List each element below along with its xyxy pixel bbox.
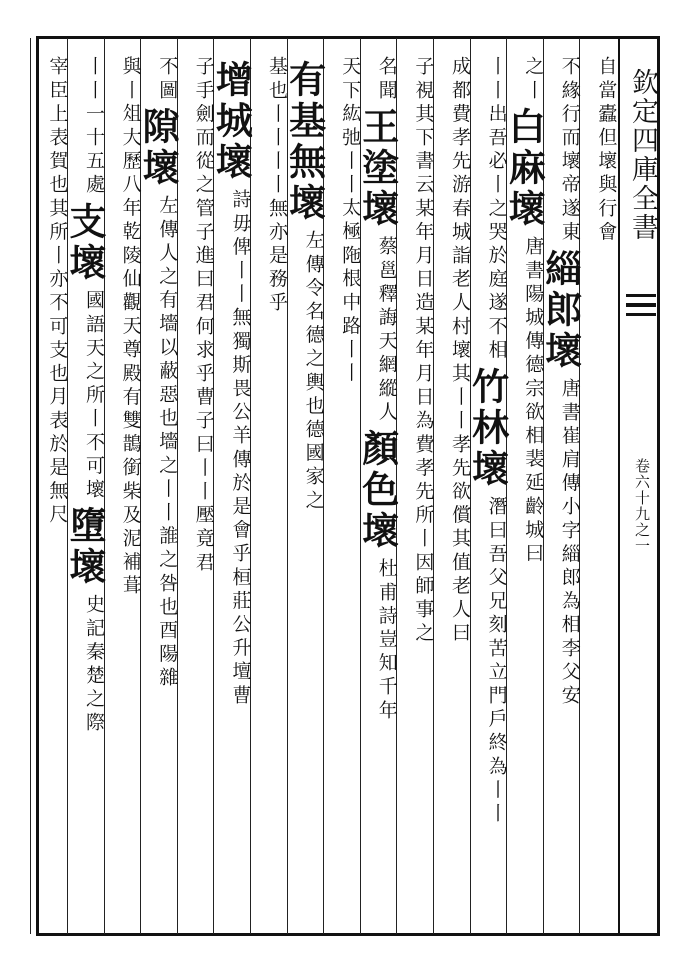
text-run: 也其所丨亦不可支也 [46, 174, 69, 387]
entry-heading: 王塗壞 [355, 107, 400, 231]
entry-heading: 顏色壞 [355, 429, 400, 553]
text-run: 紘弛丨丨太極陁 [339, 103, 362, 269]
entry-heading: 隙壞 [136, 107, 181, 190]
text-run: 史記秦楚之際 [83, 594, 105, 736]
entry-heading: 竹林壞 [465, 366, 510, 490]
text-run: 成都費孝先游春城詣老人村壞其丨丨孝先欲償其值老人曰 [449, 56, 471, 646]
text-run: 左傳令名德之輿也德國家之 [302, 230, 325, 514]
text-run: 蔡邕釋誨天網縱人 [375, 236, 398, 426]
text-run: 唐書崔肩傳小字緇郎為相李父安 [558, 377, 581, 709]
text-run: 之丨 [522, 56, 545, 104]
text-run: 子視其下書云某年月日造某年月日為費孝先所丨因師事之 [412, 56, 435, 646]
text-run: 月表於是無尺 [46, 386, 69, 529]
book-title: 欽定四庫全書 [627, 68, 658, 242]
entry-heading: 緇郎壞 [538, 248, 583, 372]
text-run: 自當蠹但壞與行會 [595, 56, 618, 245]
text-run: 子手劍而從之管子進曰君何求乎曹子曰丨丨壓竟君 [192, 56, 215, 576]
text-run: 唐書陽城傳德宗欲相裴延齡城曰 [522, 236, 545, 567]
entry-heading: 支壞 [63, 201, 107, 284]
text-run: 基也丨丨丨丨無亦是務乎 [266, 56, 288, 316]
text-run: 名聞 [375, 56, 398, 104]
text-run: 宰臣上表賀 [46, 56, 69, 174]
entry-heading: 有基無壞 [282, 60, 327, 224]
text-run: 詩毋俾丨丨無獨斯畏公羊傳於是會乎桓莊公升壇曹 [229, 189, 252, 709]
text-run: 杜甫詩豈知千年 [375, 558, 398, 724]
text-run: 左傳人之有墻以蔽惡也墻之丨丨誰之咎也酉陽雜 [156, 195, 179, 691]
entry-heading: 白麻壞 [502, 107, 547, 231]
text-run: 根中路丨丨 [339, 268, 362, 387]
text-run: 丨丨出吾必丨之哭於庭遂不相 [485, 56, 508, 363]
text-run: 國語天之所丨不可壞 [83, 289, 105, 503]
text-run: 天下 [339, 56, 362, 104]
entry-heading: 墮壞 [63, 506, 107, 589]
text-run: 與丨 [119, 56, 142, 104]
text-column [26, 56, 70, 926]
entry-heading: 增城壞 [209, 60, 254, 183]
volume-number: 卷六十九之一 [633, 458, 651, 554]
text-run: 丨丨一十五處 [83, 56, 105, 198]
fish-tail-mark [626, 294, 656, 316]
page-margin [618, 38, 664, 934]
text-run: 不圖 [156, 56, 179, 104]
text-run: 潛曰吾父兄刻苦立門戶終為丨丨 [485, 495, 508, 827]
text-run: 俎大歷八年乾陵仙觀天尊殿有雙鵲銜柴及泥補葺 [119, 103, 142, 599]
text-run: 不緣行而壞帝遂東 [558, 56, 581, 245]
